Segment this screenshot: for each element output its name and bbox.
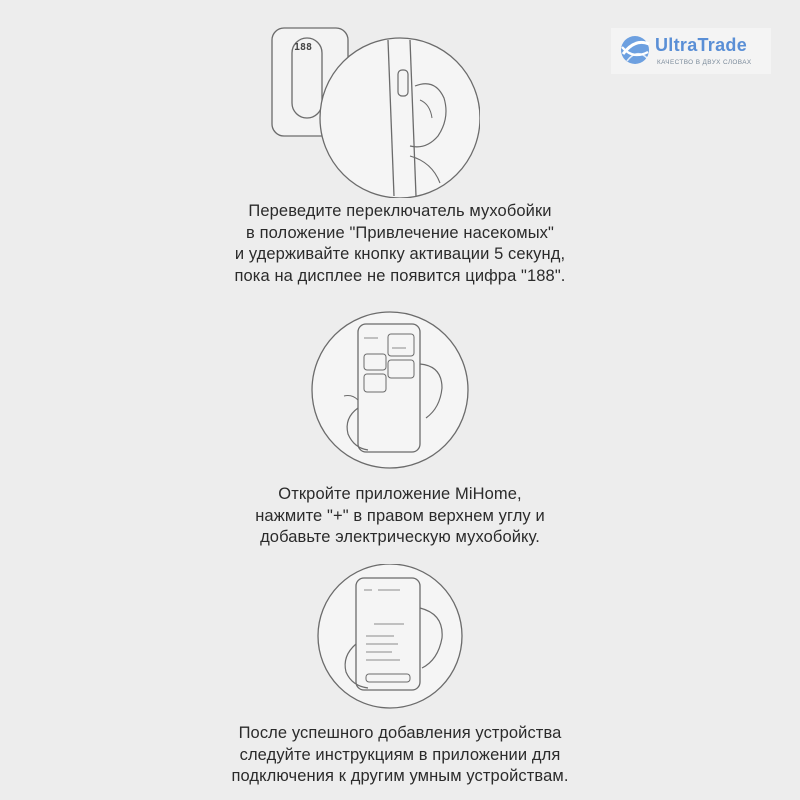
ultratrade-logo xyxy=(611,28,771,74)
phone-mihome-illustration xyxy=(308,308,472,472)
logo-tagline: КАЧЕСТВО В ДВУХ СЛОВАХ xyxy=(657,59,752,66)
step-1-line-2: в положение "Привлечение насекомых" xyxy=(246,223,554,242)
switch-toggle-illustration xyxy=(260,18,480,198)
step-1-instruction xyxy=(150,201,650,287)
step-2-line-3: добавьте электрическую мухобойку. xyxy=(260,528,540,546)
step-3-line-2: следуйте инструкциям в приложении для xyxy=(239,745,561,764)
step-1-line-1: Переведите переключатель мухобойки xyxy=(248,202,552,220)
step-1-line-4: пока на дисплее не появится цифра "188". xyxy=(234,266,566,285)
step-2-line-1: Откройте приложение MiHome, xyxy=(278,485,522,503)
step-3-line-3: подключения к другим умным устройствам. xyxy=(231,767,569,785)
phone-success-illustration xyxy=(308,564,472,714)
step-1-line-3: и удерживайте кнопку активации 5 секунд, xyxy=(234,245,566,263)
step-2-instruction xyxy=(150,484,650,549)
logo-name: UltraTrade xyxy=(655,35,748,55)
step-3-instruction xyxy=(150,723,650,788)
globe-icon xyxy=(619,34,651,66)
device-display-value: 188 xyxy=(294,42,313,53)
step-2-line-2: нажмите "+" в правом верхнем углу и xyxy=(255,506,545,525)
step-3-line-1: После успешного добавления устройства xyxy=(238,724,562,742)
